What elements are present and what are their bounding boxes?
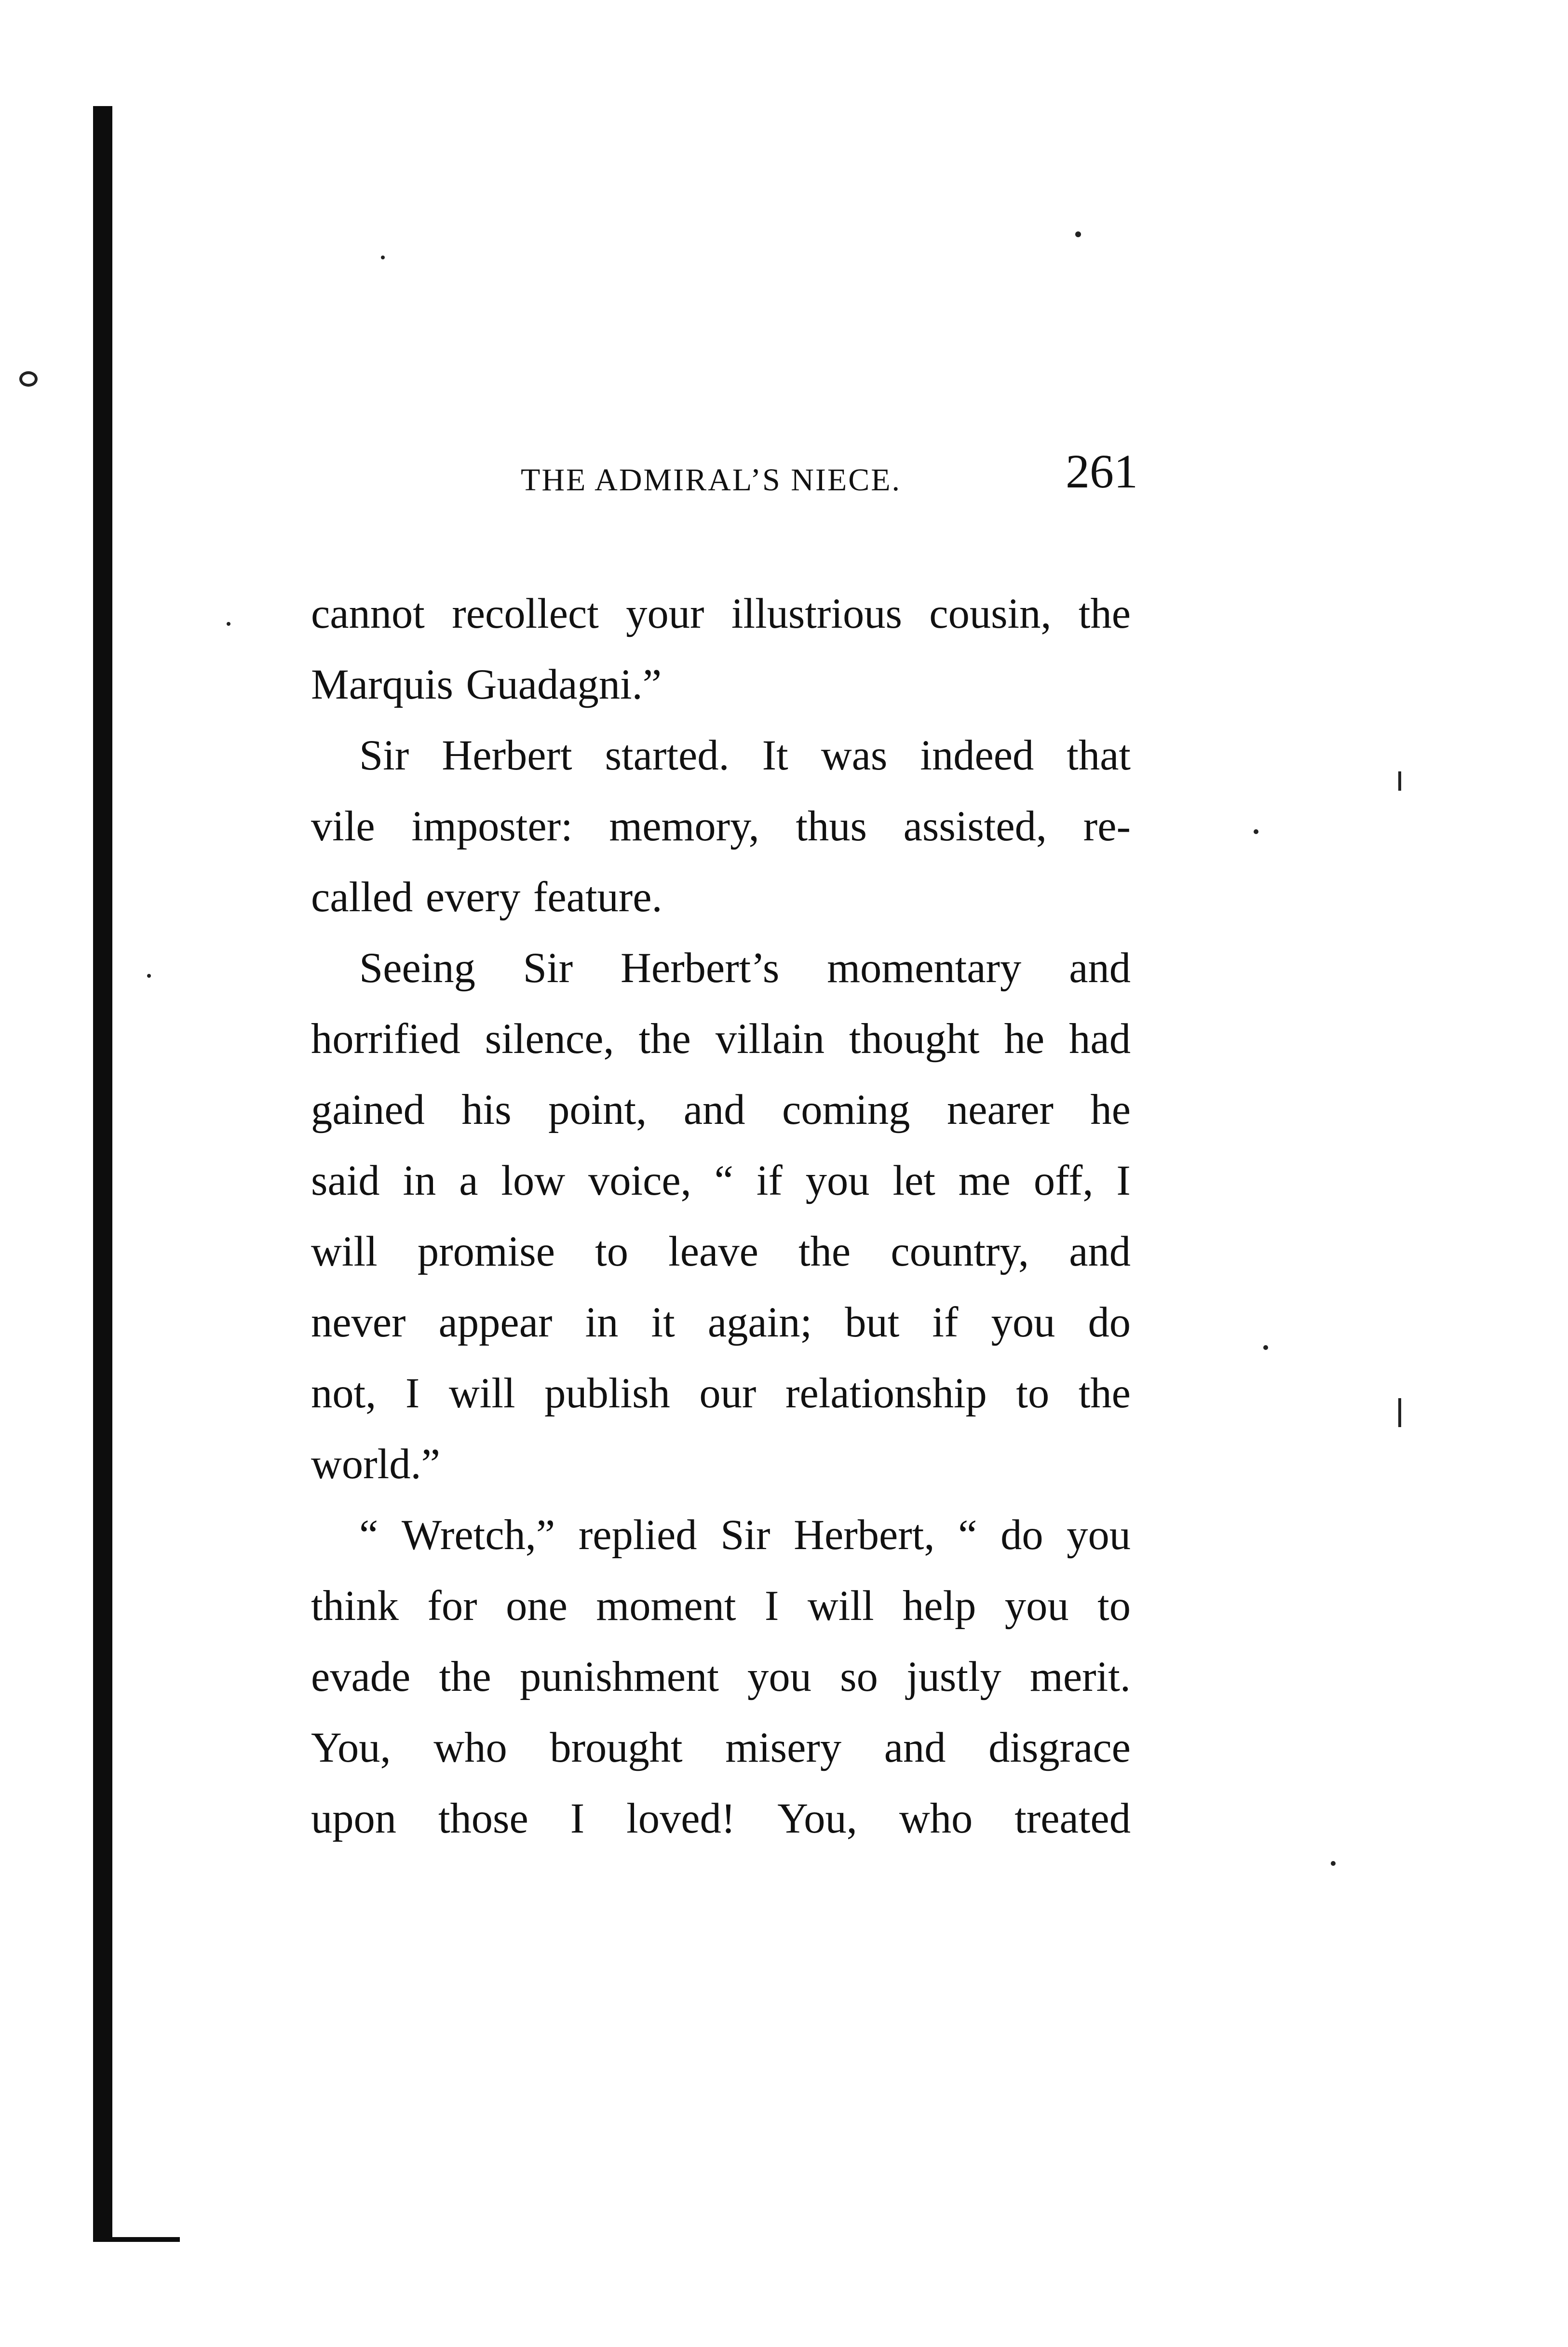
- text-line: [311, 649, 1131, 720]
- text-line: [311, 1783, 1131, 1854]
- text-line: [311, 1713, 1131, 1783]
- text-line: [311, 933, 1131, 1004]
- text-line: [311, 579, 1131, 649]
- text-line: [311, 1287, 1131, 1358]
- word: if: [756, 1157, 783, 1204]
- word: You,: [777, 1795, 857, 1842]
- running-head: [521, 444, 1138, 511]
- word: “: [958, 1511, 977, 1559]
- word: promise: [417, 1228, 555, 1275]
- word: low: [501, 1157, 566, 1204]
- body-text: [311, 579, 1131, 1854]
- word: off,: [1033, 1157, 1094, 1204]
- word: brought: [550, 1724, 683, 1771]
- text-line: [311, 1642, 1131, 1713]
- word: cannot: [311, 590, 425, 637]
- word: and: [683, 1086, 745, 1133]
- word: Sir: [359, 732, 409, 779]
- scan-speck: [1263, 1345, 1268, 1350]
- word: again;: [707, 1299, 812, 1346]
- word: will: [448, 1370, 515, 1417]
- word: our: [699, 1370, 757, 1417]
- word: replied: [578, 1511, 697, 1559]
- word: indeed: [920, 732, 1034, 779]
- text-line: [311, 1358, 1131, 1429]
- word: voice,: [588, 1157, 691, 1204]
- text-line: [311, 1004, 1131, 1075]
- scan-speck: [381, 256, 385, 259]
- word: assisted,: [903, 803, 1047, 850]
- word: Seeing: [359, 944, 475, 992]
- word: who: [433, 1724, 507, 1771]
- word: I: [1116, 1157, 1131, 1204]
- word: you: [991, 1299, 1055, 1346]
- text-line: [311, 1146, 1131, 1216]
- word: silence,: [485, 1015, 614, 1063]
- word: appear: [438, 1299, 553, 1346]
- word: vile: [311, 803, 375, 850]
- word: relationship: [785, 1370, 987, 1417]
- word: and: [1069, 944, 1131, 992]
- text-line: [311, 1571, 1131, 1642]
- word: called: [311, 874, 413, 921]
- word: you: [1067, 1511, 1131, 1559]
- word: nearer: [946, 1086, 1054, 1133]
- word: was: [821, 732, 888, 779]
- word: will: [311, 1228, 378, 1275]
- word: coming: [782, 1086, 910, 1133]
- word: the: [439, 1653, 491, 1700]
- word: and: [1069, 1228, 1131, 1275]
- word: country,: [891, 1228, 1029, 1275]
- text-line: [311, 1216, 1131, 1287]
- word: I: [764, 1582, 779, 1630]
- word: do: [1088, 1299, 1131, 1346]
- scan-speck: [1331, 1861, 1336, 1866]
- word: you: [805, 1157, 870, 1204]
- word: Herbert,: [794, 1511, 935, 1559]
- text-line: [311, 791, 1131, 862]
- word: the: [638, 1015, 691, 1063]
- word: who: [899, 1795, 973, 1842]
- word: cousin,: [929, 590, 1052, 637]
- word: upon: [311, 1795, 396, 1842]
- word: memory,: [609, 803, 759, 850]
- word: help: [903, 1582, 976, 1630]
- word: to: [1097, 1582, 1131, 1630]
- word: for: [427, 1582, 477, 1630]
- word: had: [1069, 1015, 1131, 1063]
- word: he: [1090, 1086, 1131, 1133]
- text-line: [311, 862, 1131, 933]
- word: you: [1004, 1582, 1069, 1630]
- text-line: [311, 1429, 1131, 1500]
- scan-speck: [1075, 231, 1081, 237]
- running-title: THE ADMIRAL’S NIECE.: [521, 462, 902, 498]
- word: if: [932, 1299, 959, 1346]
- word: Marquis: [311, 661, 453, 708]
- word: the: [1078, 1370, 1131, 1417]
- word: justly: [906, 1653, 1001, 1700]
- word: “: [714, 1157, 733, 1204]
- word: not,: [311, 1370, 377, 1417]
- word: world.”: [311, 1441, 440, 1488]
- word: point,: [548, 1086, 647, 1133]
- word: will: [807, 1582, 874, 1630]
- word: illustrious: [731, 590, 902, 637]
- word: Herbert’s: [621, 944, 780, 992]
- word: thus: [796, 803, 867, 850]
- scan-speck: [1398, 1398, 1401, 1427]
- word: punishment: [519, 1653, 719, 1700]
- word: that: [1067, 732, 1131, 779]
- scan-speck: [1398, 771, 1401, 791]
- word: I: [570, 1795, 585, 1842]
- binding-gutter-foot: [93, 2237, 180, 2242]
- word: Herbert: [442, 732, 572, 779]
- word: the: [798, 1228, 851, 1275]
- word: let: [892, 1157, 935, 1204]
- word: me: [958, 1157, 1011, 1204]
- word: the: [1078, 590, 1131, 637]
- text-line: [311, 1075, 1131, 1146]
- word: It: [762, 732, 788, 779]
- scan-speck: [147, 974, 151, 978]
- word: Sir: [720, 1511, 770, 1559]
- word: loved!: [626, 1795, 736, 1842]
- word: feature.: [533, 874, 662, 921]
- word: villain: [715, 1015, 825, 1063]
- word: said: [311, 1157, 380, 1204]
- word: your: [626, 590, 704, 637]
- word: you: [747, 1653, 811, 1700]
- word: momentary: [827, 944, 1022, 992]
- word: to: [1016, 1370, 1050, 1417]
- scan-mark: [19, 371, 38, 387]
- text-line: [311, 1500, 1131, 1571]
- word: disgrace: [988, 1724, 1131, 1771]
- word: evade: [311, 1653, 411, 1700]
- word: “: [359, 1511, 378, 1559]
- word: so: [840, 1653, 878, 1700]
- word: re-: [1083, 803, 1131, 850]
- word: it: [651, 1299, 675, 1346]
- word: to: [595, 1228, 628, 1275]
- word: misery: [725, 1724, 842, 1771]
- word: merit.: [1030, 1653, 1131, 1700]
- word: think: [311, 1582, 399, 1630]
- word: do: [1000, 1511, 1043, 1559]
- word: treated: [1014, 1795, 1131, 1842]
- word: moment: [596, 1582, 736, 1630]
- word: never: [311, 1299, 406, 1346]
- word: imposter:: [411, 803, 573, 850]
- word: Wretch,”: [401, 1511, 555, 1559]
- word: but: [845, 1299, 900, 1346]
- binding-gutter-shadow: [93, 106, 112, 2242]
- scan-speck: [227, 622, 230, 626]
- word: a: [459, 1157, 478, 1204]
- word: thought: [849, 1015, 980, 1063]
- word: recollect: [452, 590, 599, 637]
- scan-speck: [1254, 829, 1258, 834]
- word: started.: [605, 732, 730, 779]
- word: You,: [311, 1724, 391, 1771]
- word: and: [884, 1724, 946, 1771]
- word: one: [506, 1582, 568, 1630]
- word: he: [1004, 1015, 1045, 1063]
- word: gained: [311, 1086, 425, 1133]
- word: Guadagni.”: [466, 661, 662, 708]
- word: those: [438, 1795, 528, 1842]
- text-line: [311, 720, 1131, 791]
- word: I: [405, 1370, 420, 1417]
- word: every: [425, 874, 521, 921]
- word: horrified: [311, 1015, 460, 1063]
- word: in: [585, 1299, 619, 1346]
- word: in: [403, 1157, 436, 1204]
- word: his: [461, 1086, 512, 1133]
- word: Sir: [523, 944, 573, 992]
- page-number: 261: [1066, 445, 1138, 498]
- word: publish: [544, 1370, 670, 1417]
- word: leave: [668, 1228, 758, 1275]
